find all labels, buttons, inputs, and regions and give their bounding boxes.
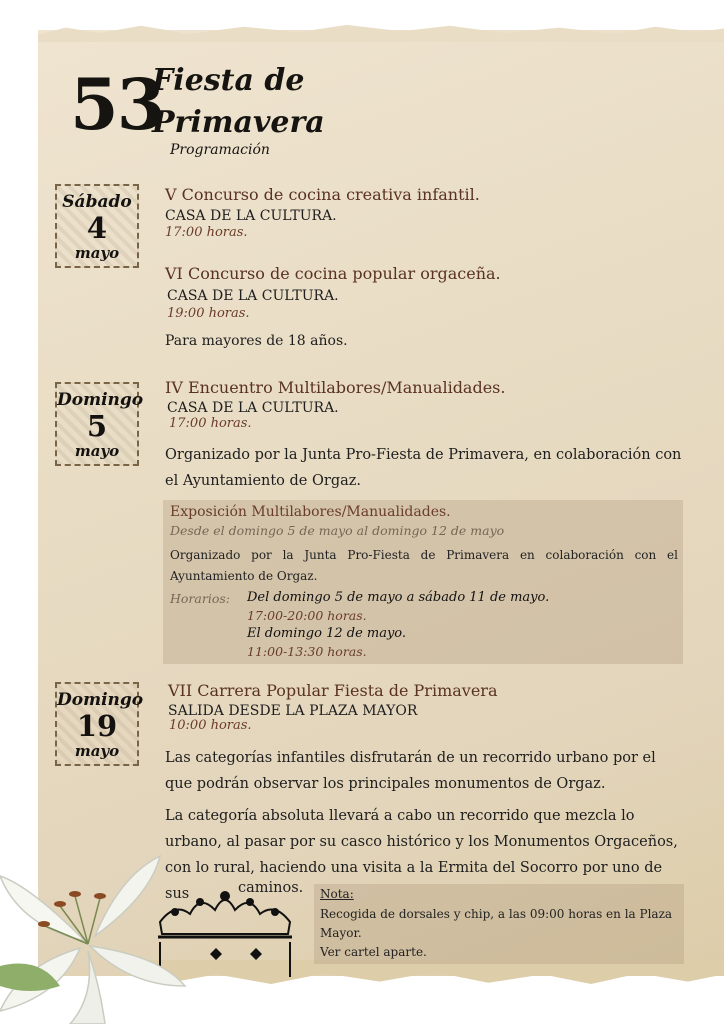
schedule-1: Del domingo 5 de mayo a sábado 11 de mayo. — [247, 590, 550, 605]
parchment-torn-edge-top — [38, 24, 724, 42]
note-text — [320, 905, 676, 962]
event-time: 17:00 horas. — [165, 225, 248, 240]
hours-label: Horarios: — [170, 591, 230, 606]
exposition-dates: Desde el domingo 5 de mayo al domingo 12 de mayo — [170, 523, 505, 538]
date-badge-saturday-4 — [55, 184, 139, 268]
note-title: Nota: — [320, 887, 354, 901]
lily-flower-decoration — [0, 836, 190, 1024]
date-weekday: Sábado — [62, 192, 132, 212]
date-day: 4 — [86, 211, 108, 245]
exposition-description: Organizado por la Junta Pro-Fiesta de Primavera en colaboración con el Ayuntamiento de Orgaz. — [170, 548, 678, 583]
date-day: 5 — [86, 409, 108, 443]
note-box — [314, 884, 684, 964]
event-title: V Concurso de cocina creativa infantil. — [165, 185, 480, 204]
event-venue: SALIDA DESDE LA PLAZA MAYOR — [168, 703, 418, 719]
title-line-2: Primavera — [152, 105, 325, 140]
schedule-2-time: 11:00-13:30 horas. — [247, 644, 367, 659]
event-time: 17:00 horas. — [169, 416, 252, 431]
event-time: 19:00 horas. — [167, 306, 250, 321]
schedule-2: El domingo 12 de mayo. — [247, 626, 407, 641]
event-title: VI Concurso de cocina popular orgaceña. — [165, 264, 501, 283]
title-line-1: Fiesta de — [152, 63, 305, 98]
date-day: 19 — [76, 709, 118, 743]
date-weekday: Domingo — [57, 390, 144, 410]
date-weekday: Domingo — [57, 690, 144, 710]
date-month: mayo — [74, 244, 120, 262]
date-month: mayo — [74, 742, 120, 760]
date-badge-sunday-19 — [55, 682, 144, 766]
event-venue: CASA DE LA CULTURA. — [167, 288, 339, 304]
note-line-1: Recogida de dorsales y chip, a las 09:00 horas en la Plaza Mayor. — [320, 907, 673, 940]
date-month: mayo — [74, 442, 120, 460]
date-badge-sunday-5 — [55, 382, 144, 466]
event-title: IV Encuentro Multilabores/Manualidades. — [165, 378, 506, 397]
subtitle: Programación — [170, 142, 270, 158]
event-description: Las categorías infantiles disfrutarán de un recorrido urbano por el que podrán observar los principales monumentos de Orgaz. — [165, 750, 656, 792]
event-note: Para mayores de 18 años. — [165, 333, 348, 349]
event-description: La categoría absoluta llevará a cabo un recorrido que mezcla lo urbano, al pasar por su casco histórico y los Monumentos Orgaceños, con lo rural, haciendo una visita a la Ermita del Socorro por uno de sus — [165, 808, 678, 902]
event-venue: CASA DE LA CULTURA. — [165, 208, 337, 224]
schedule-1-time: 17:00-20:00 horas. — [247, 608, 367, 623]
note-line-2: Ver cartel aparte. — [320, 945, 427, 959]
exposition-box — [163, 500, 683, 664]
event-time: 10:00 horas. — [169, 718, 252, 733]
event-description-end: caminos. — [238, 880, 304, 896]
event-title: VII Carrera Popular Fiesta de Primavera — [168, 681, 498, 700]
edition-number: 53 — [70, 63, 164, 146]
event-description: Organizado por la Junta Pro-Fiesta de Primavera, en colaboración con el Ayuntamiento de Orgaz. — [165, 447, 682, 489]
event-venue: CASA DE LA CULTURA. — [167, 400, 339, 416]
exposition-title: Exposición Multilabores/Manualidades. — [170, 504, 451, 520]
